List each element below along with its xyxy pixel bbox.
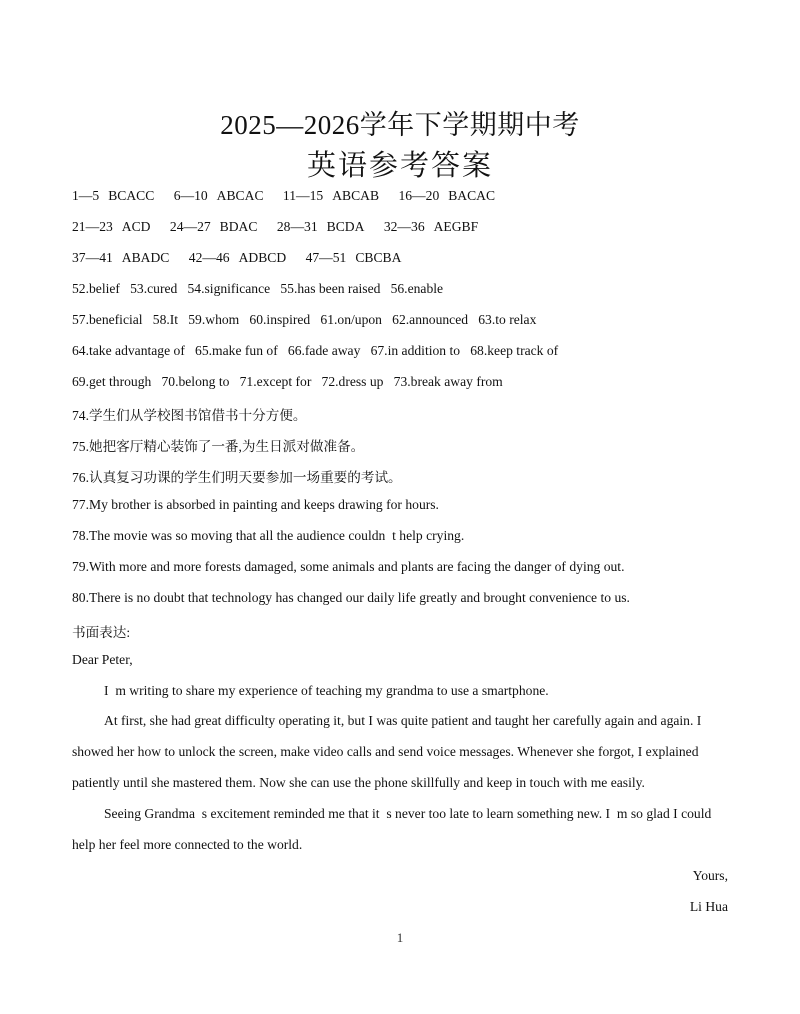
answer-range: 37—41 (72, 250, 113, 265)
translation-75: 75.她把客厅精心装饰了一番,为生日派对做准备。 (72, 439, 365, 454)
fill-line-2: 57.beneficial 58.It 59.whom 60.inspired 61.on/upon 62.announced 63.to relax (72, 312, 537, 327)
letter-paragraph-3-line-2: help her feel more connected to the world. (72, 837, 303, 852)
answer-letters: CBCBA (355, 250, 402, 265)
answer-letters: BCDA (326, 219, 365, 234)
writing-heading: 书面表达: (72, 625, 131, 640)
letter-signature: Li Hua (689, 899, 728, 914)
answer-range: 24—27 (169, 219, 211, 234)
answer-letters: ADBCD (238, 250, 287, 265)
letter-paragraph-1: I m writing to share my experience of teaching my grandma to use a smartphone. (104, 683, 549, 698)
letter-paragraph-2-line-3: patiently until she mastered them. Now she can use the phone skillfully and keep in touch with me easily. (72, 775, 645, 790)
translation-79: 79.With more and more forests damaged, some animals and plants are facing the danger of dying out. (72, 559, 625, 574)
answer-range: 42—46 (188, 250, 230, 265)
answer-row-1 (72, 188, 504, 204)
answer-range: 32—36 (383, 219, 425, 234)
answer-letters: ABCAB (332, 188, 380, 203)
letter-closing: Yours, (692, 868, 728, 883)
answer-letters: BDAC (219, 219, 258, 234)
answer-range: 11—15 (282, 188, 324, 203)
answer-range: 28—31 (276, 219, 318, 234)
translation-74: 74.学生们从学校图书馆借书十分方便。 (72, 408, 307, 423)
letter-paragraph-2-line-1: At first, she had great difficulty operating it, but I was quite patient and taught her carefully again and again. I (104, 713, 702, 728)
answer-range: 1—5 (72, 188, 100, 203)
page-subtitle: 英语参考答案 (306, 150, 493, 182)
page-number: 1 (396, 930, 404, 945)
answer-range: 47—51 (305, 250, 347, 265)
translation-76: 76.认真复习功课的学生们明天要参加一场重要的考试。 (72, 470, 402, 485)
answer-row-3 (72, 250, 410, 266)
fill-line-1: 52.belief 53.cured 54.significance 55.has been raised 56.enable (72, 281, 444, 296)
fill-line-4: 69.get through 70.belong to 71.except for 72.dress up 73.break away from (72, 374, 503, 389)
fill-line-3: 64.take advantage of 65.make fun of 66.fade away 67.in addition to 68.keep track of (72, 343, 559, 358)
letter-salutation: Dear Peter, (72, 652, 133, 667)
answer-letters: BCACC (108, 188, 155, 203)
answer-letters: ABCAC (216, 188, 264, 203)
answer-range: 6—10 (173, 188, 208, 203)
answer-letters: BACAC (448, 188, 496, 203)
translation-80: 80.There is no doubt that technology has changed our daily life greatly and brought convenience to us. (72, 590, 630, 605)
page-title: 2025—2026学年下学期期中考 (220, 110, 580, 140)
translation-78: 78.The movie was so moving that all the audience couldn t help crying. (72, 528, 465, 543)
translation-77: 77.My brother is absorbed in painting and keeps drawing for hours. (72, 497, 439, 512)
answer-row-2 (72, 219, 487, 235)
answer-range: 21—23 (72, 219, 113, 234)
letter-paragraph-2-line-2: showed her how to unlock the screen, make video calls and send voice messages. Whenever she forgot, I explained (72, 744, 699, 759)
letter-paragraph-3-line-1: Seeing Grandma s excitement reminded me that it s never too late to learn something new. I m so glad I could (104, 806, 712, 821)
answer-letters: ABADC (121, 250, 170, 265)
answer-letters: AEGBF (433, 219, 479, 234)
answer-range: 16—20 (398, 188, 440, 203)
answer-letters: ACD (121, 219, 151, 234)
